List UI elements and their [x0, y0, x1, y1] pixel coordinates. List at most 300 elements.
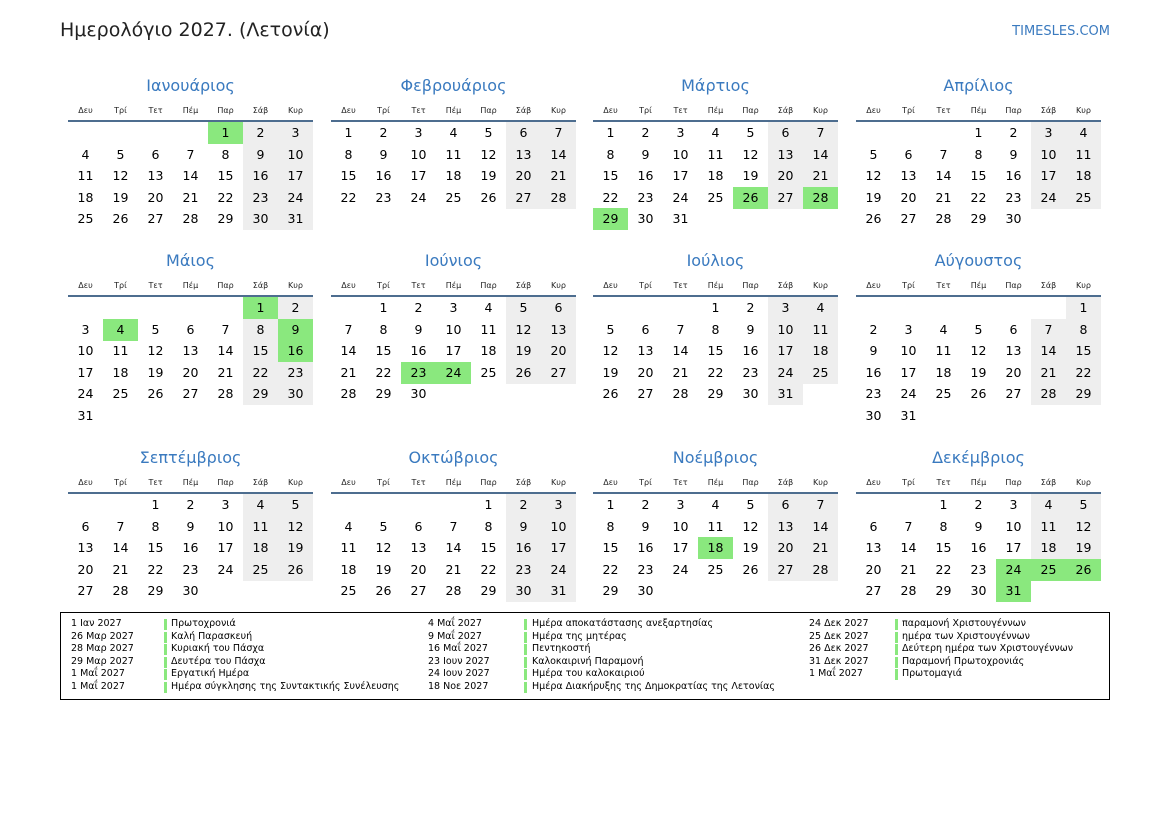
- holiday-day-cell: 29: [593, 208, 628, 230]
- weekday-label: Δευ: [341, 281, 356, 290]
- weekday-header: [856, 478, 1101, 490]
- month-title: Μάιος: [166, 251, 215, 270]
- day-cell: 10: [410, 146, 427, 162]
- day-cell: 28: [900, 583, 917, 599]
- day-cell: 26: [112, 211, 129, 227]
- day-cell: 9: [974, 518, 983, 534]
- day-cell: 24: [672, 189, 689, 205]
- weekday-label: Πέμ: [707, 281, 724, 290]
- day-cell: 27: [541, 362, 576, 384]
- day-cell: 23: [865, 386, 882, 402]
- site-link[interactable]: TIMESLES.COM: [1012, 24, 1110, 39]
- weekday-label: Σάβ: [1040, 478, 1057, 487]
- day-cell: 8: [151, 518, 160, 534]
- day-cell: 16: [243, 165, 278, 187]
- day-cell: 15: [970, 168, 987, 184]
- day-cell: 18: [707, 168, 724, 184]
- weekday-label: Σάβ: [777, 478, 794, 487]
- day-cell: 2: [641, 125, 650, 140]
- day-cell: 29: [935, 583, 952, 599]
- weekday-label: Τετ: [936, 281, 951, 290]
- day-cell: 18: [935, 364, 952, 380]
- month-title: Δεκέμβριος: [932, 448, 1025, 467]
- day-cell: 28: [803, 559, 838, 581]
- day-cell: 14: [803, 144, 838, 166]
- day-cell: 5: [974, 321, 983, 337]
- day-cell: 21: [182, 189, 199, 205]
- day-cell: 10: [77, 343, 94, 359]
- day-cell: 16: [637, 540, 654, 556]
- holiday-name: Ημέρα του καλοκαιριού: [532, 668, 645, 680]
- day-cell: 6: [151, 146, 160, 162]
- day-cell: 27: [768, 559, 803, 581]
- day-cell: 14: [182, 168, 199, 184]
- day-cell: 8: [344, 146, 353, 162]
- weekday-label: Τρί: [377, 478, 390, 487]
- day-cell: 15: [375, 343, 392, 359]
- day-cell: 18: [112, 364, 129, 380]
- day-cell: 24: [77, 386, 94, 402]
- weekday-label: Κυρ: [1076, 478, 1091, 487]
- holiday-day-cell: 26: [1066, 559, 1101, 581]
- month-title: Φεβρουάριος: [400, 76, 507, 95]
- weekday-label: Τρί: [114, 281, 127, 290]
- day-cell: 11: [480, 321, 497, 337]
- day-cell: 27: [865, 583, 882, 599]
- day-cell: 15: [217, 168, 234, 184]
- day-cell: 13: [77, 540, 94, 556]
- day-cell: 15: [707, 343, 724, 359]
- day-cell: 15: [243, 340, 278, 362]
- day-cell: 3: [1031, 122, 1066, 144]
- day-cell: 12: [602, 343, 619, 359]
- weekday-label: Κυρ: [1076, 106, 1091, 115]
- weekday-header: [856, 281, 1101, 293]
- holiday-entry: [61, 643, 1101, 656]
- holiday-name: Καλοκαιρινή Παραμονή: [532, 655, 644, 667]
- holiday-date: 29 Μαρ 2027: [71, 655, 134, 667]
- weekday-label: Κυρ: [813, 281, 828, 290]
- day-cell: 11: [707, 518, 724, 534]
- day-cell: 26: [375, 583, 392, 599]
- day-cell: 24: [410, 189, 427, 205]
- day-cell: 8: [606, 146, 615, 162]
- day-cell: 20: [410, 561, 427, 577]
- day-cell: 29: [1066, 383, 1101, 405]
- day-cell: 6: [1009, 321, 1018, 337]
- day-cell: 30: [970, 583, 987, 599]
- month-title: Ιούλιος: [686, 251, 745, 270]
- day-cell: 1: [711, 300, 720, 315]
- day-cell: 9: [641, 518, 650, 534]
- weekday-label: Τρί: [902, 478, 915, 487]
- day-cell: 4: [711, 125, 720, 140]
- day-cell: 17: [672, 168, 689, 184]
- day-cell: 19: [1066, 537, 1101, 559]
- day-cell: 24: [1031, 187, 1066, 209]
- day-cell: 21: [445, 561, 462, 577]
- day-cell: 12: [1066, 516, 1101, 538]
- day-cell: 30: [742, 386, 759, 402]
- month-title: Νοέμβριος: [672, 448, 759, 467]
- day-cell: 23: [637, 561, 654, 577]
- day-cell: 21: [672, 364, 689, 380]
- day-cell: 15: [340, 168, 357, 184]
- day-cell: 6: [869, 518, 878, 534]
- weekday-label: Δευ: [78, 106, 93, 115]
- day-cell: 12: [742, 518, 759, 534]
- weekday-header: [593, 478, 838, 490]
- day-cell: 5: [1066, 494, 1101, 516]
- day-cell: 5: [506, 297, 541, 319]
- day-cell: 5: [746, 497, 755, 512]
- day-cell: 26: [602, 386, 619, 402]
- day-cell: 20: [147, 189, 164, 205]
- day-cell: 2: [414, 300, 423, 315]
- day-cell: 23: [742, 364, 759, 380]
- weekday-label: Τρί: [377, 281, 390, 290]
- holiday-name: Ημέρα Διακήρυξης της Δημοκρατίας της Λετονίας: [532, 681, 775, 692]
- day-cell: 6: [541, 297, 576, 319]
- day-cell: 26: [742, 561, 759, 577]
- day-cell: 2: [974, 497, 983, 512]
- weekday-label: Τετ: [673, 478, 688, 487]
- day-cell: 15: [1066, 340, 1101, 362]
- day-cell: 2: [746, 300, 755, 315]
- weekday-label: Παρ: [480, 478, 497, 487]
- day-cell: 11: [112, 343, 129, 359]
- day-cell: 27: [182, 386, 199, 402]
- day-cell: 5: [746, 125, 755, 140]
- holiday-day-cell: 16: [278, 340, 313, 362]
- day-cell: 9: [379, 146, 388, 162]
- day-cell: 19: [742, 540, 759, 556]
- weekday-label: Παρ: [480, 106, 497, 115]
- day-cell: 8: [939, 518, 948, 534]
- day-cell: 25: [707, 561, 724, 577]
- day-cell: 28: [445, 583, 462, 599]
- weekday-header: [593, 106, 838, 118]
- day-cell: 27: [506, 187, 541, 209]
- holiday-marker: [895, 619, 898, 630]
- day-cell: 25: [112, 386, 129, 402]
- day-cell: 29: [217, 211, 234, 227]
- weekday-label: Κυρ: [288, 106, 303, 115]
- day-cell: 19: [865, 189, 882, 205]
- day-cell: 11: [707, 146, 724, 162]
- day-cell: 30: [637, 583, 654, 599]
- day-cell: 17: [217, 540, 234, 556]
- month-title: Οκτώβριος: [408, 448, 499, 467]
- day-cell: 3: [414, 125, 423, 140]
- weekday-label: Παρ: [742, 281, 759, 290]
- day-cell: 6: [81, 518, 90, 534]
- day-cell: 19: [112, 189, 129, 205]
- day-cell: 12: [970, 343, 987, 359]
- day-cell: 18: [445, 168, 462, 184]
- weekday-label: Κυρ: [288, 281, 303, 290]
- holiday-name: Πεντηκοστή: [532, 643, 591, 655]
- weekday-label: Πέμ: [182, 281, 199, 290]
- holiday-date: 4 Μαΐ 2027: [428, 618, 482, 629]
- day-cell: 16: [506, 537, 541, 559]
- holiday-name: παραμονή Χριστουγέννων: [902, 618, 1026, 629]
- day-cell: 4: [711, 497, 720, 512]
- day-cell: 12: [375, 540, 392, 556]
- holiday-name: Εργατική Ημέρα: [171, 668, 250, 680]
- day-cell: 4: [803, 297, 838, 319]
- weekday-label: Τρί: [114, 478, 127, 487]
- day-cell: 1: [1066, 297, 1101, 319]
- weekday-label: Πέμ: [707, 106, 724, 115]
- day-cell: 5: [278, 494, 313, 516]
- day-cell: 10: [672, 518, 689, 534]
- day-cell: 5: [484, 125, 493, 140]
- weekday-label: Παρ: [742, 478, 759, 487]
- day-cell: 29: [147, 583, 164, 599]
- day-cell: 20: [768, 165, 803, 187]
- month-title: Σεπτέμβριος: [139, 448, 242, 467]
- day-cell: 8: [1066, 319, 1101, 341]
- weekday-label: Δευ: [341, 106, 356, 115]
- day-cell: 12: [278, 516, 313, 538]
- day-cell: 6: [506, 122, 541, 144]
- weekday-label: Κυρ: [551, 106, 566, 115]
- day-cell: 23: [182, 561, 199, 577]
- weekday-label: Τετ: [673, 281, 688, 290]
- weekday-header: [856, 106, 1101, 118]
- holiday-date: 23 Ιουν 2027: [428, 655, 490, 667]
- weekday-label: Τρί: [639, 281, 652, 290]
- weekday-label: Τετ: [148, 281, 163, 290]
- day-cell: 21: [1031, 362, 1066, 384]
- day-cell: 18: [1066, 165, 1101, 187]
- day-cell: 6: [768, 122, 803, 144]
- month-title: Ιανουάριος: [146, 76, 235, 95]
- day-cell: 13: [506, 144, 541, 166]
- day-cell: 25: [243, 559, 278, 581]
- day-cell: 18: [243, 537, 278, 559]
- day-cell: 22: [970, 189, 987, 205]
- day-cell: 13: [541, 319, 576, 341]
- holiday-name: Ημέρα αποκατάστασης ανεξαρτησίας: [532, 618, 714, 629]
- day-cell: 27: [147, 211, 164, 227]
- day-cell: 11: [340, 540, 357, 556]
- day-cell: 25: [445, 189, 462, 205]
- weekday-label: Σάβ: [1040, 281, 1057, 290]
- day-cell: 19: [278, 537, 313, 559]
- day-cell: 5: [151, 321, 160, 337]
- day-cell: 1: [974, 125, 983, 140]
- day-cell: 26: [865, 211, 882, 227]
- day-cell: 10: [278, 144, 313, 166]
- day-cell: 2: [869, 321, 878, 337]
- day-cell: 15: [935, 540, 952, 556]
- weekday-label: Σάβ: [252, 478, 269, 487]
- holiday-entry: [61, 681, 1101, 694]
- day-cell: 29: [480, 583, 497, 599]
- weekday-label: Τρί: [902, 281, 915, 290]
- weekday-label: Παρ: [742, 106, 759, 115]
- day-cell: 8: [484, 518, 493, 534]
- day-cell: 21: [112, 561, 129, 577]
- day-cell: 17: [445, 343, 462, 359]
- day-cell: 9: [506, 516, 541, 538]
- holiday-date: 1 Μαΐ 2027: [71, 681, 125, 692]
- day-cell: 24: [541, 559, 576, 581]
- day-cell: 18: [480, 343, 497, 359]
- weekday-header: [331, 106, 576, 118]
- weekday-label: Παρ: [1005, 478, 1022, 487]
- day-cell: 22: [602, 189, 619, 205]
- holiday-marker: [524, 682, 527, 693]
- day-cell: 16: [182, 540, 199, 556]
- day-cell: 16: [1005, 168, 1022, 184]
- day-cell: 26: [506, 362, 541, 384]
- day-cell: 30: [1005, 211, 1022, 227]
- day-cell: 3: [278, 122, 313, 144]
- month-title: Μάρτιος: [681, 76, 750, 95]
- day-cell: 16: [637, 168, 654, 184]
- day-cell: 16: [742, 343, 759, 359]
- day-cell: 3: [449, 300, 458, 315]
- day-cell: 8: [243, 319, 278, 341]
- day-cell: 4: [1066, 122, 1101, 144]
- day-cell: 29: [375, 386, 392, 402]
- day-cell: 24: [768, 362, 803, 384]
- day-cell: 12: [506, 319, 541, 341]
- day-cell: 28: [541, 187, 576, 209]
- day-cell: 9: [869, 343, 878, 359]
- day-cell: 20: [506, 165, 541, 187]
- day-cell: 14: [541, 144, 576, 166]
- day-cell: 2: [243, 122, 278, 144]
- day-cell: 22: [1066, 362, 1101, 384]
- weekday-label: Πέμ: [707, 478, 724, 487]
- day-cell: 26: [147, 386, 164, 402]
- day-cell: 23: [243, 187, 278, 209]
- weekday-label: Σάβ: [252, 281, 269, 290]
- day-cell: 14: [935, 168, 952, 184]
- day-cell: 17: [541, 537, 576, 559]
- day-cell: 10: [900, 343, 917, 359]
- day-cell: 20: [637, 364, 654, 380]
- day-cell: 22: [243, 362, 278, 384]
- weekday-label: Τρί: [377, 106, 390, 115]
- day-cell: 19: [480, 168, 497, 184]
- day-cell: 14: [445, 540, 462, 556]
- day-cell: 9: [243, 144, 278, 166]
- holiday-legend: [60, 612, 1110, 700]
- day-cell: 21: [541, 165, 576, 187]
- weekday-header: [331, 281, 576, 293]
- day-cell: 13: [865, 540, 882, 556]
- holiday-name: Καλή Παρασκευή: [171, 630, 253, 642]
- weekday-label: Πέμ: [445, 281, 462, 290]
- weekday-label: Δευ: [866, 106, 881, 115]
- day-cell: 20: [865, 561, 882, 577]
- day-cell: 12: [865, 168, 882, 184]
- day-cell: 25: [707, 189, 724, 205]
- day-cell: 6: [414, 518, 423, 534]
- day-cell: 22: [375, 364, 392, 380]
- day-cell: 3: [1009, 497, 1018, 512]
- weekday-label: Κυρ: [551, 281, 566, 290]
- day-cell: 27: [900, 211, 917, 227]
- day-cell: 10: [541, 516, 576, 538]
- day-cell: 20: [768, 537, 803, 559]
- day-cell: 31: [900, 408, 917, 423]
- day-cell: 3: [81, 321, 90, 337]
- weekday-label: Τετ: [673, 106, 688, 115]
- day-cell: 4: [449, 125, 458, 140]
- weekday-label: Σάβ: [1040, 106, 1057, 115]
- day-cell: 18: [340, 561, 357, 577]
- weekday-label: Παρ: [217, 478, 234, 487]
- day-cell: 18: [77, 189, 94, 205]
- day-cell: 25: [935, 386, 952, 402]
- weekday-label: Τετ: [411, 478, 426, 487]
- day-cell: 3: [221, 497, 230, 512]
- day-cell: 30: [506, 580, 541, 602]
- day-cell: 17: [1005, 540, 1022, 556]
- day-cell: 31: [77, 408, 94, 423]
- weekday-label: Τρί: [639, 106, 652, 115]
- day-cell: 27: [1005, 386, 1022, 402]
- holiday-date: 1 Μαΐ 2027: [809, 668, 863, 680]
- day-cell: 14: [672, 343, 689, 359]
- holiday-marker: [895, 644, 898, 655]
- day-cell: 17: [900, 364, 917, 380]
- weekday-label: Δευ: [78, 281, 93, 290]
- day-cell: 20: [77, 561, 94, 577]
- day-cell: 7: [904, 518, 913, 534]
- weekday-label: Τετ: [411, 106, 426, 115]
- holiday-name: Πρωτοχρονιά: [171, 618, 236, 629]
- day-cell: 10: [445, 321, 462, 337]
- day-cell: 30: [865, 408, 882, 423]
- day-cell: 5: [869, 146, 878, 162]
- day-cell: 26: [278, 559, 313, 581]
- holiday-date: 28 Μαρ 2027: [71, 643, 134, 655]
- weekday-label: Κυρ: [813, 478, 828, 487]
- day-cell: 16: [375, 168, 392, 184]
- weekday-header: [68, 478, 313, 490]
- day-cell: 5: [116, 146, 125, 162]
- day-cell: 14: [112, 540, 129, 556]
- month-title: Αύγουστος: [934, 251, 1023, 270]
- day-cell: 1: [379, 300, 388, 315]
- day-cell: 21: [803, 537, 838, 559]
- day-cell: 28: [182, 211, 199, 227]
- day-cell: 2: [186, 497, 195, 512]
- day-cell: 1: [484, 497, 493, 512]
- day-cell: 28: [112, 583, 129, 599]
- day-cell: 24: [217, 561, 234, 577]
- holiday-day-cell: 4: [103, 319, 138, 341]
- day-cell: 23: [637, 189, 654, 205]
- day-cell: 17: [768, 340, 803, 362]
- day-cell: 1: [606, 497, 615, 512]
- day-cell: 15: [480, 540, 497, 556]
- day-cell: 11: [77, 168, 94, 184]
- holiday-day-cell: 26: [733, 187, 768, 209]
- holiday-date: 18 Νοε 2027: [428, 681, 489, 692]
- day-cell: 3: [541, 494, 576, 516]
- day-cell: 7: [939, 146, 948, 162]
- day-cell: 20: [182, 364, 199, 380]
- day-cell: 20: [1005, 364, 1022, 380]
